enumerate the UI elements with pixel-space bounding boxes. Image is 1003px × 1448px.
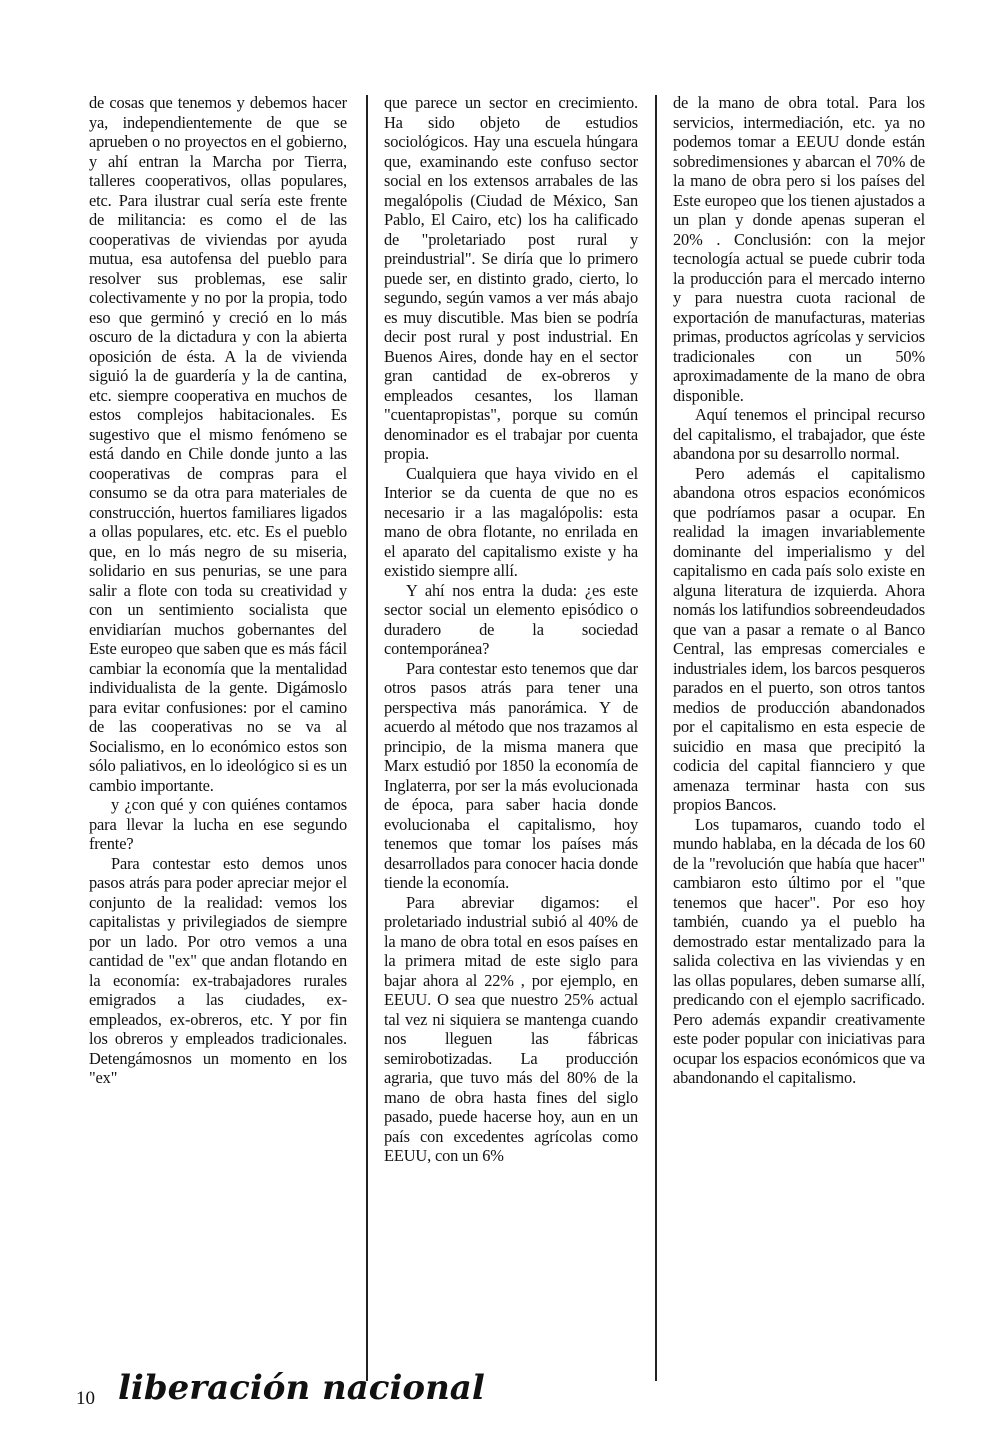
paragraph: Los tupamaros, cuando todo el mundo hablaba, en la década de los 60 de la "revolución que había que hacer" cambiaron esto último por el "que tenemos que hacer". Por eso hoy también, cuando ya el pueblo ha demostrado estar mentalizado para la salida colectiva en las viviendas y en las ollas populares, deben sumarse allí, predicando con el ejemplo sacrificado. Pero además expandir creativamente este poder popular con iniciativas para ocupar los espacios económicos que va abandonando el capitalismo.: [673, 814, 925, 1087]
page-number: 10: [76, 1388, 95, 1409]
column-divider: [655, 95, 657, 1381]
paragraph: Pero además el capitalismo abandona otros espacios económicos que podríamos pasar a ocupar. En realidad la imagen invariablemente dominante del imperialismo y del capitalismo en cada país solo existe en alguna literatura de izquierda. Ahora nomás los latifundios sobreendeudados que van a pasar a remate o al Banco Central, las empresas comerciales e industriales idem, los barcos pesqueros parados en el puerto, son otros tantos medios de producción abandonados por el capitalismo en esta especie de suicidio en masa que precipitó la codicia del capital fiannciero y que amenaza terminar hasta con sus propios Bancos.: [673, 463, 925, 814]
text-column-3: [673, 93, 925, 1088]
paragraph: Aquí tenemos el principal recurso del capitalismo, el trabajador, que éste abandona por su desarrollo normal.: [673, 405, 925, 463]
paragraph: que parece un sector en crecimiento. Ha sido objeto de estudios sociológicos. Hay una escuela húngara que, examinando este confuso sector social en los extensos arrabales de las megalópolis (Ciudad de México, San Pablo, El Cairo, etc) los ha calificado de "proletariado post rural y preindustrial". Se diría que lo primero puede ser, en distinto grado, cierto, lo segundo, según vamos a ver más abajo es muy discutible. Mas bien se podría decir post rural y post industrial. En Buenos Aires, donde hay en el sector gran cantidad de ex-obreros y empleados cesantes, los llaman "cuentapropistas", porque su común denominador es el trabajar por cuenta propia.: [384, 93, 638, 463]
paragraph: de la mano de obra total. Para los servicios, intermediación, etc. ya no podemos tomar a EEUU donde están sobredimensiones y abarcan el 70% de la mano de obra pero si los países del Este europeo que los tienen ajustados a un plan y donde apenas superan el 20% . Conclusión: con la mejor tecnología actual se puede cubrir toda la producción para el mercado interno y para nuestra cuota racional de exportación de manufacturas, materias primas, productos agrícolas y servicios tradicionales con un 50% aproximadamente de la mano de obra disponible.: [673, 93, 925, 405]
paragraph: de cosas que tenemos y debemos hacer ya, independientemente de que se aprueben o no proyectos en el gobierno, y ahí entran la Marcha por Tierra, talleres cooperativos, ollas populares, etc. Para ilustrar cual sería este frente de militancia: es como el de las cooperativas de viviendas por ayuda mutua, esa autofensa del pueblo para resolver sus problemas, ese salir colectivamente y no por la propia, todo eso que germinó y creció en lo más oscuro de la dictadura y con la abierta oposición de ésta. A la de vivienda siguió la de guardería y la de cantina, etc. siempre cooperativa en muchos de estos complejos habitacionales. Es sugestivo que el mismo fenómeno se está dando en Chile donde junto a las cooperativas de compras para el consumo se da otra para materiales de construcción, huertos familiares ligados a ollas populares, etc. etc. Es el pueblo que, en lo más negro de su miseria, solidario en sus penurias, se une para salir a flote con toda su creatividad y con un sentimiento socialista que envidiarían muchos gobernantes del Este europeo que saben que es más fácil cambiar la economía que la mentalidad individualista de la gente. Digámoslo para evitar confusiones: por el camino de las cooperativas no se va al Socialismo, en lo económico estos son sólo paliativos, en lo ideológico si es un cambio importante.: [89, 93, 347, 795]
paragraph: Para abreviar digamos: el proletariado industrial subió al 40% de la mano de obra total en esos países en la primera mitad de este siglo para bajar ahora al 22% , por ejemplo, en EEUU. O sea que nuestro 25% actual tal vez ni siquiera se mantenga cuando nos lleguen las fábricas semirobotizadas. La producción agraria, que tuvo más del 80% de la mano de obra hasta fines del siglo pasado, puede hacerse hoy, aun en un país con excedentes agrícolas como EEUU, con un 6%: [384, 892, 638, 1165]
text-column-1: [89, 93, 347, 1088]
paragraph: y ¿con qué y con quiénes contamos para llevar la lucha en ese segundo frente?: [89, 795, 347, 853]
column-divider: [366, 95, 368, 1381]
text-column-2: [384, 93, 638, 1166]
paragraph: Y ahí nos entra la duda: ¿es este sector social un elemento episódico o duradero de la sociedad contemporánea?: [384, 580, 638, 658]
paragraph: Para contestar esto tenemos que dar otros pasos atrás para tener una perspectiva más panorámica. Y de acuerdo al método que nos trazamos al principio, de la misma manera que Marx estudió por 1850 la economía de Inglaterra, por ser la más evolucionada de época, para saber hacia donde evolucionaba el capitalismo, hoy tenemos que tomar los países más desarrollados para conocer hacia donde tiende la economía.: [384, 658, 638, 892]
masthead-logo: liberación nacional: [118, 1368, 485, 1408]
paragraph: Cualquiera que haya vivido en el Interior se da cuenta de que no es necesario ir a las magalópolis: esta mano de obra flotante, no enrilada en el aparato del capitalismo existe y ha existido siempre allí.: [384, 463, 638, 580]
paragraph: Para contestar esto demos unos pasos atrás para poder apreciar mejor el conjunto de la realidad: vemos los capitalistas y privilegiados de siempre por un lado. Por otro vemos a una cantidad de "ex" que andan flotando en la economía: ex-trabajadores rurales emigrados a las ciudades, ex-empleados, ex-obreros, etc. Y por fin los obreros y empleados tradicionales. Detengámosnos un momento en los "ex": [89, 853, 347, 1087]
